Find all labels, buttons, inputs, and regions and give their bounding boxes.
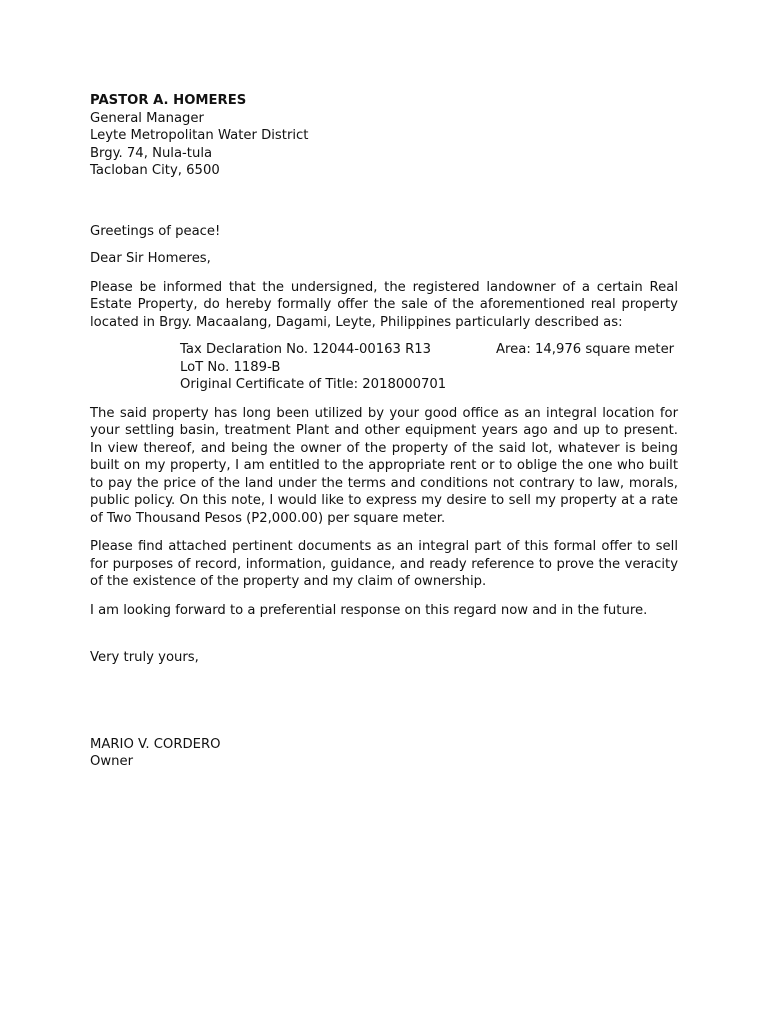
- signatory-name: MARIO V. CORDERO: [90, 736, 221, 752]
- addressee-block: [90, 92, 678, 180]
- intro-paragraph: Please be informed that the undersigned, the registered landowner of a certain Real Estate Property, do hereby formally offer the sale of the aforementioned real property located in Brgy. Macaalang, Dagami, Leyte, Philippines particularly described as:: [90, 279, 678, 330]
- property-area: Area: 14,976 square meter: [496, 342, 675, 357]
- certificate-of-title: Original Certificate of Title: 2018000701: [180, 377, 447, 392]
- addressee-address-line1: Brgy. 74, Nula-tula: [90, 145, 213, 161]
- addressee-position: General Manager: [90, 110, 204, 126]
- body-paragraph-2: Please find attached pertinent documents as an integral part of this formal offer to sell for purposes of record, information, guidance, and ready reference to prove the veracity of the existence of the property and my claim of ownership.: [90, 539, 678, 589]
- letter-body: [90, 92, 678, 771]
- lot-number: LoT No. 1189-B: [180, 359, 281, 375]
- property-details: [180, 341, 678, 394]
- greeting: Greetings of peace!: [90, 223, 221, 239]
- addressee-organization: Leyte Metropolitan Water District: [90, 128, 309, 143]
- closing: Very truly yours,: [90, 650, 199, 665]
- signatory-block: [90, 736, 678, 771]
- body-paragraph-1: The said property has long been utilized by your good office as an integral location for your settling basin, treatment Plant and other equipment years ago and up to present. In view thereof, and being the owner of the property of the said lot, whatever is being built on my property, I am entitled to the appropriate rent or to oblige the one who built to pay the price of the land under the terms and conditions not contrary to law, morals, public policy. On this note, I would like to express my desire to sell my property at a rate of Two Thousand Pesos (P2,000.00) per square meter.: [90, 405, 678, 526]
- body-paragraph-3: I am looking forward to a preferential response on this regard now and in the future.: [90, 602, 648, 618]
- addressee-address-line2: Tacloban City, 6500: [90, 163, 220, 178]
- salutation: Dear Sir Homeres,: [90, 251, 211, 266]
- tax-declaration: Tax Declaration No. 12044-00163 R13: [180, 342, 432, 357]
- addressee-name: PASTOR A. HOMERES: [90, 93, 247, 108]
- signatory-title: Owner: [90, 754, 134, 769]
